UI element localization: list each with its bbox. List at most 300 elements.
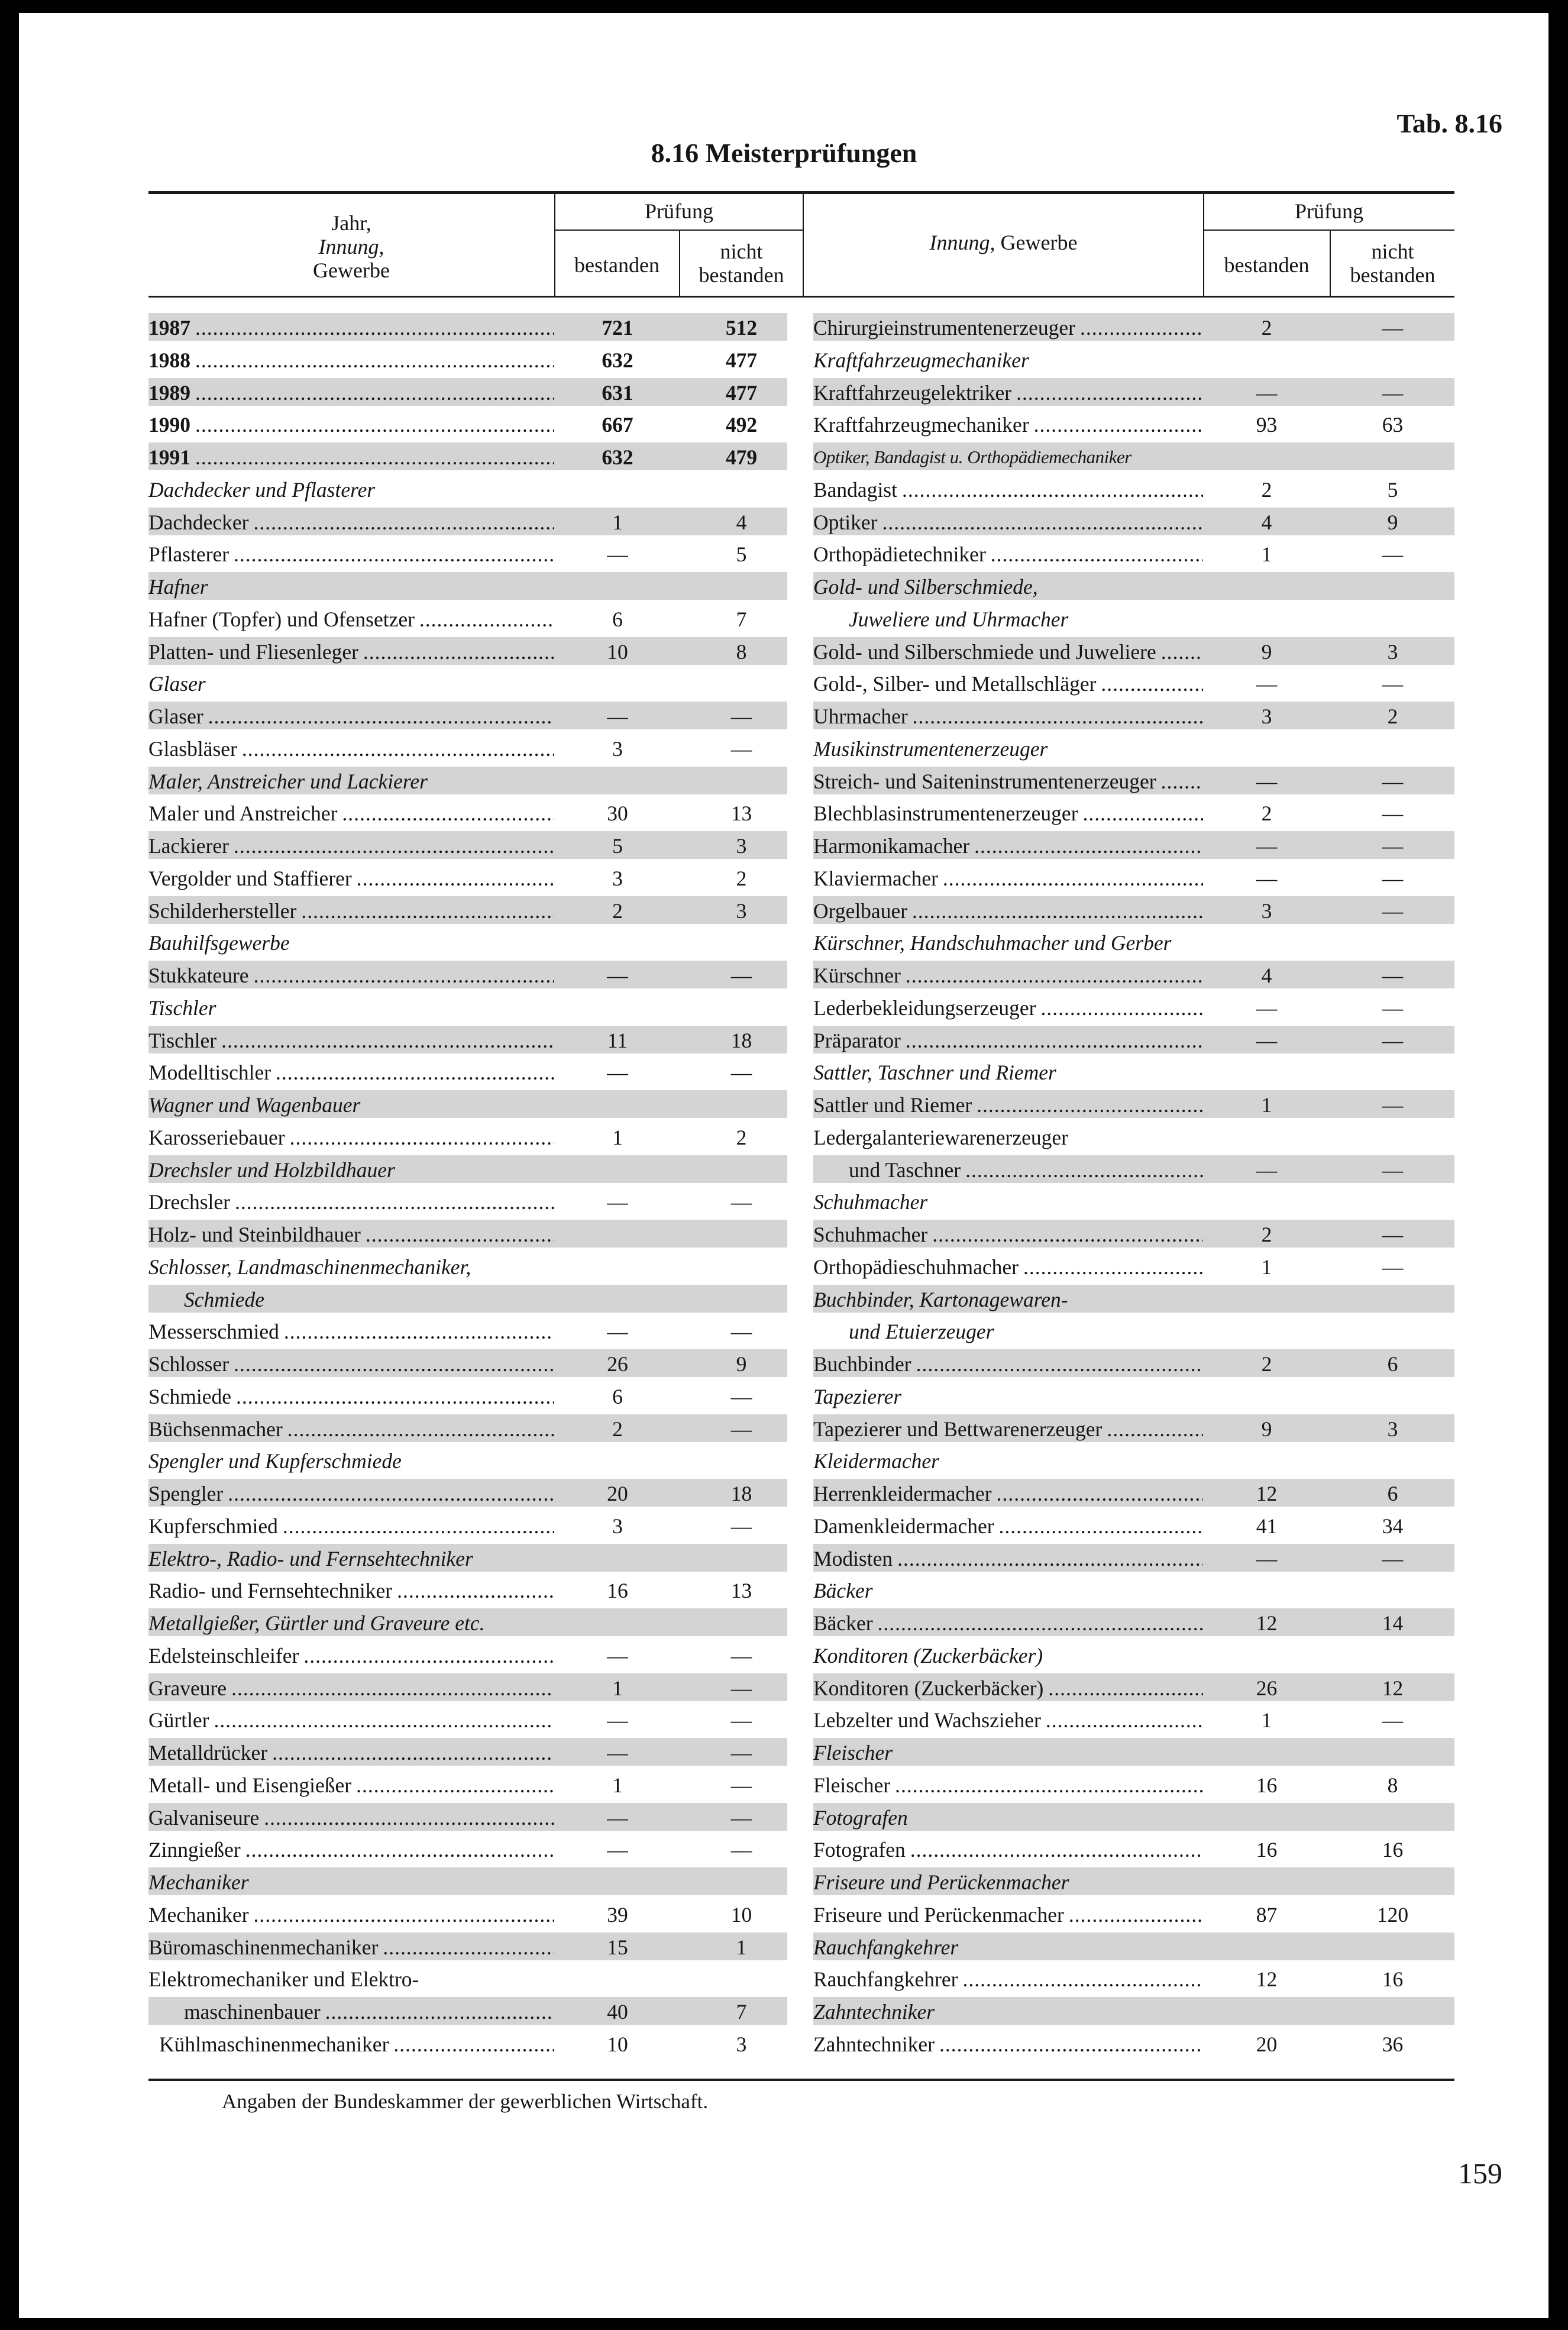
left-nicht-bestanden-value: — [730, 1676, 752, 1700]
left-nicht-bestanden-value: 4 [736, 510, 747, 534]
left-nicht-bestanden-value: 3 [736, 834, 747, 858]
left-nicht-bestanden-value: 2 [736, 866, 747, 890]
right-row-label [813, 1870, 1203, 1894]
left-row-text: 1990 [148, 413, 190, 437]
left-row-text: Dachdecker [148, 510, 249, 534]
left-row-text: Drechsler [148, 1190, 230, 1214]
right-bestanden-value: 9 [1261, 1417, 1272, 1441]
right-bestanden-value: — [1256, 866, 1278, 890]
right-bestanden-value: 2 [1261, 316, 1272, 340]
left-row-text: Radio- und Fernsehtechniker [148, 1579, 393, 1603]
left-bestanden-value: 2 [612, 1417, 623, 1441]
left-row-label [148, 1708, 554, 1732]
left-bestanden-value: 3 [612, 1514, 623, 1538]
left-row-label [159, 2032, 554, 2056]
right-nicht-bestanden-value: — [1382, 834, 1404, 858]
left-row-text: Elektromechaniker und Elektro- [148, 1967, 419, 1992]
right-nicht-bestanden-value: — [1382, 769, 1404, 793]
right-row-leader-dots [977, 1093, 1203, 1117]
left-bestanden-value: 721 [602, 316, 633, 340]
left-row-label [148, 1870, 554, 1894]
right-row-label [813, 445, 1203, 469]
left-row-text: Stukkateure [148, 964, 249, 987]
page-number: 159 [1458, 2157, 1502, 2190]
table-row [148, 699, 1454, 732]
right-row-text: Friseure und Perückenmacher [813, 1870, 1069, 1894]
left-row-text: 1991 [148, 445, 190, 469]
left-row-label [148, 607, 554, 631]
right-bestanden-value: 16 [1256, 1773, 1278, 1797]
header-bestanden-2: bestanden [1350, 263, 1436, 287]
right-row-leader-dots [897, 1547, 1203, 1570]
left-bestanden-value: — [607, 1838, 628, 1862]
right-row-label [813, 834, 1203, 858]
left-row-label [184, 2000, 554, 2024]
left-bestanden-value: 10 [607, 2032, 628, 2056]
right-row-label [813, 705, 1203, 728]
left-row-leader-dots [290, 1126, 554, 1149]
left-nicht-bestanden-value: — [730, 1805, 752, 1830]
right-row-leader-dots [962, 1967, 1203, 1991]
right-row-label [813, 1255, 1203, 1279]
left-row-leader-dots [234, 542, 554, 566]
right-row-leader-dots [902, 478, 1203, 502]
table-top-rule [148, 191, 1454, 194]
header-stub-innung: Innung, [318, 235, 384, 258]
right-row-text: Buchbinder [813, 1352, 911, 1376]
table-row [148, 1703, 1454, 1736]
right-row-text: Orthopädieschuhmacher [813, 1255, 1019, 1279]
left-row-label [148, 510, 554, 534]
right-row-text: Klaviermacher [813, 866, 938, 890]
left-bestanden-value: 3 [612, 866, 623, 890]
right-bestanden-value: 93 [1256, 413, 1278, 437]
right-row-label [813, 1676, 1203, 1700]
left-row-label [148, 1644, 554, 1667]
right-row-leader-dots [1161, 770, 1203, 793]
left-row-text: Vergolder und Staffierer [148, 866, 352, 890]
left-nicht-bestanden-value: — [730, 1061, 752, 1085]
left-row-leader-dots [236, 1385, 554, 1408]
left-row-text: Zinngießer [148, 1838, 241, 1862]
right-row-text: Lebzelter und Wachszieher [813, 1708, 1041, 1733]
right-nicht-bestanden-value: 9 [1387, 510, 1398, 534]
right-bestanden-value: 12 [1256, 1611, 1278, 1635]
left-row-label [148, 1029, 554, 1052]
left-nicht-bestanden-value: — [730, 1384, 752, 1408]
right-row-label [813, 1708, 1203, 1732]
header-bottom-rule [148, 296, 1454, 298]
left-row-text: Tischler [148, 996, 216, 1020]
table-body [148, 311, 1454, 2060]
right-row-label [813, 964, 1203, 987]
right-bestanden-value: 2 [1261, 802, 1272, 826]
table-row [148, 635, 1454, 667]
left-row-text: Schmiede [148, 1384, 231, 1408]
left-bestanden-value: 11 [607, 1028, 628, 1052]
left-nicht-bestanden-value: 2 [736, 1125, 747, 1149]
table-row [148, 1347, 1454, 1379]
table-row [148, 602, 1454, 635]
left-nicht-bestanden-value: 3 [736, 899, 747, 923]
right-row-text: Harmonikamacher [813, 834, 970, 858]
left-row-leader-dots [195, 316, 554, 340]
right-row-label [813, 1579, 1203, 1602]
left-row-label [148, 1773, 554, 1797]
right-nicht-bestanden-value: 3 [1387, 639, 1398, 664]
left-bestanden-value: 16 [607, 1579, 628, 1603]
left-row-leader-dots [419, 607, 554, 631]
right-nicht-bestanden-value: 120 [1376, 1902, 1409, 1927]
table-row [148, 376, 1454, 408]
right-nicht-bestanden-value: — [1382, 1093, 1404, 1117]
left-row-text: Galvaniseure [148, 1805, 260, 1830]
left-bestanden-value: — [607, 964, 628, 987]
right-row-text: Damenkleidermacher [813, 1514, 994, 1538]
left-bestanden-value: 26 [607, 1352, 628, 1376]
table-row [148, 1282, 1454, 1315]
right-row-text: Schuhmacher [813, 1190, 928, 1214]
right-row-label [813, 1806, 1203, 1830]
left-nicht-bestanden-value: 5 [736, 542, 747, 567]
source-note: Angaben der Bundeskammer der gewerblichen Wirtschaft. [222, 2090, 709, 2113]
right-row-leader-dots [974, 834, 1203, 858]
right-row-leader-dots [1016, 381, 1203, 405]
left-nicht-bestanden-value: 512 [725, 316, 758, 340]
left-nicht-bestanden-value: — [730, 1417, 752, 1441]
left-row-text: Modelltischler [148, 1061, 271, 1085]
right-nicht-bestanden-value: — [1382, 996, 1404, 1020]
left-row-label [184, 1288, 554, 1311]
right-row-text: Präparator [813, 1028, 901, 1052]
left-row-text: Metall- und Eisengießer [148, 1773, 352, 1797]
left-row-text: Gürtler [148, 1708, 209, 1733]
right-row-text: Kraftfahrzeugmechaniker [813, 348, 1029, 372]
right-row-leader-dots [916, 1352, 1203, 1376]
right-nicht-bestanden-value: 6 [1387, 1352, 1398, 1376]
left-row-text: Maler, Anstreicher und Lackierer [148, 769, 428, 793]
left-row-text: Hafner [148, 575, 208, 599]
right-bestanden-value: — [1256, 672, 1278, 696]
left-row-text: Glaser [148, 672, 206, 696]
right-row-text: Bäcker [813, 1611, 873, 1635]
left-row-label [148, 737, 554, 761]
right-row-leader-dots [1107, 1417, 1203, 1441]
left-row-label [148, 834, 554, 858]
left-row-text: Schmiede [184, 1287, 265, 1311]
left-row-text: Graveure [148, 1676, 227, 1700]
left-bestanden-value: 20 [607, 1482, 628, 1505]
table-row [148, 2027, 1454, 2060]
right-row-label [813, 348, 1203, 372]
right-row-label [813, 640, 1203, 664]
left-bestanden-value: — [607, 1805, 628, 1830]
right-row-text: Fotografen [813, 1838, 906, 1862]
left-row-leader-dots [221, 1029, 554, 1052]
right-row-label [813, 1385, 1203, 1408]
table-row [148, 1185, 1454, 1217]
left-row-leader-dots [383, 1935, 554, 1959]
left-row-leader-dots [342, 802, 554, 825]
table-row [148, 1023, 1454, 1056]
left-row-label [148, 867, 554, 890]
table-row [148, 1573, 1454, 1606]
right-nicht-bestanden-value: — [1382, 1028, 1404, 1052]
right-bestanden-value: 1 [1261, 1255, 1272, 1279]
left-row-label [148, 1838, 554, 1862]
right-row-label [813, 1935, 1203, 1959]
right-row-label [813, 1190, 1203, 1214]
left-row-leader-dots [303, 1644, 554, 1667]
right-row-text: Buchbinder, Kartonagewaren- [813, 1287, 1068, 1311]
right-row-leader-dots [1046, 1708, 1203, 1732]
table-row [148, 1250, 1454, 1282]
left-bestanden-value: — [607, 705, 628, 728]
right-row-text: Konditoren (Zuckerbäcker) [813, 1643, 1043, 1667]
left-bestanden-value: 5 [612, 834, 623, 858]
left-row-text: Büchsenmacher [148, 1417, 283, 1441]
right-nicht-bestanden-value: 63 [1382, 413, 1404, 437]
right-row-leader-dots [1023, 1255, 1203, 1279]
left-row-leader-dots [366, 1223, 554, 1246]
right-bestanden-value: 2 [1261, 1223, 1272, 1246]
right-row-text: Sattler und Riemer [813, 1093, 972, 1117]
table-row [148, 1542, 1454, 1574]
right-row-leader-dots [999, 1514, 1203, 1538]
table-row [148, 311, 1454, 343]
right-row-label [813, 413, 1203, 437]
header-pruefung-right: Prüfung [1295, 199, 1363, 223]
right-row-label [813, 575, 1203, 599]
left-row-label [148, 381, 554, 405]
right-nicht-bestanden-value: — [1382, 1546, 1404, 1570]
left-row-leader-dots [234, 834, 554, 858]
right-row-leader-dots [906, 1029, 1203, 1052]
right-row-label [849, 1158, 1203, 1182]
right-row-label [813, 1288, 1203, 1311]
left-row-leader-dots [235, 1190, 554, 1214]
right-bestanden-value: — [1256, 1028, 1278, 1052]
left-nicht-bestanden-value: 1 [736, 1935, 747, 1959]
left-row-text: Bauhilfsgewerbe [148, 931, 290, 955]
left-bestanden-value: — [607, 542, 628, 567]
left-row-label [148, 899, 554, 923]
table-row [148, 926, 1454, 958]
left-row-label [148, 1676, 554, 1700]
right-row-text: Fleischer [813, 1741, 893, 1765]
right-row-label [813, 478, 1203, 502]
right-row-text: Sattler, Taschner und Riemer [813, 1061, 1056, 1085]
left-row-label [148, 1255, 554, 1279]
right-row-label [813, 381, 1203, 405]
left-bestanden-value: — [607, 1708, 628, 1733]
right-row-label [813, 1352, 1203, 1376]
left-row-label [148, 348, 554, 372]
left-row-text: Büromaschinenmechaniker [148, 1935, 379, 1959]
right-row-text: Zahntechniker [813, 2032, 935, 2056]
left-row-text: Dachdecker und Pflasterer [148, 477, 376, 502]
table-row [148, 1736, 1454, 1768]
right-row-label [813, 1126, 1203, 1149]
left-row-text: 1989 [148, 380, 190, 405]
left-row-label [148, 640, 554, 664]
table-row [148, 505, 1454, 538]
left-bestanden-value: 632 [602, 348, 633, 372]
right-nicht-bestanden-value: — [1382, 542, 1404, 567]
left-nicht-bestanden-value: — [730, 1838, 752, 1862]
table-row [148, 732, 1454, 764]
right-nicht-bestanden-value: — [1382, 866, 1404, 890]
right-bestanden-value: — [1256, 834, 1278, 858]
right-row-text: Konditoren (Zuckerbäcker) [813, 1676, 1044, 1700]
header-right-stub [804, 231, 1203, 254]
right-row-label [813, 1514, 1203, 1538]
right-bestanden-value: — [1256, 769, 1278, 793]
header-right-gewerbe: Gewerbe [995, 231, 1078, 254]
left-row-text: Spengler [148, 1482, 224, 1505]
left-nicht-bestanden-value: 10 [730, 1902, 752, 1927]
left-bestanden-value: 15 [607, 1935, 628, 1959]
right-row-label [813, 1417, 1203, 1441]
left-nicht-bestanden-value: — [730, 705, 752, 728]
table-row [148, 570, 1454, 602]
left-row-label [148, 1514, 554, 1538]
left-nicht-bestanden-value: 7 [736, 2000, 747, 2024]
left-bestanden-value: — [607, 1643, 628, 1667]
table-row [148, 1865, 1454, 1898]
left-row-leader-dots [393, 2032, 554, 2056]
left-row-leader-dots [195, 348, 554, 372]
left-row-text: Wagner und Wagenbauer [148, 1093, 361, 1117]
right-bestanden-value: 1 [1261, 1093, 1272, 1117]
left-bestanden-value: — [607, 1320, 628, 1344]
left-row-label [148, 542, 554, 566]
header-left-stub [148, 211, 554, 282]
left-bestanden-value: 1 [612, 1773, 623, 1797]
left-bestanden-value: 632 [602, 445, 633, 469]
right-row-label [813, 1029, 1203, 1052]
right-row-label [813, 1644, 1203, 1667]
left-nicht-bestanden-value: 13 [730, 802, 752, 826]
header-nicht: nicht [720, 240, 763, 263]
header-nicht-bestanden-left [680, 240, 803, 287]
pruefung-rule-right [1204, 230, 1454, 231]
table-row [148, 1639, 1454, 1671]
right-bestanden-value: 4 [1261, 964, 1272, 987]
left-bestanden-value: — [607, 1741, 628, 1765]
right-nicht-bestanden-value: 34 [1382, 1514, 1404, 1538]
right-row-label [813, 1547, 1203, 1570]
table-row [148, 1995, 1454, 2027]
table-row [148, 1606, 1454, 1639]
right-row-text: Bäcker [813, 1579, 873, 1603]
left-row-leader-dots [254, 510, 555, 534]
left-row-text: Holz- und Steinbildhauer [148, 1223, 361, 1246]
left-row-leader-dots [325, 2000, 554, 2024]
left-row-leader-dots [195, 381, 554, 405]
table-bottom-rule [148, 2079, 1454, 2081]
pruefung-rule-left [555, 230, 803, 231]
right-nicht-bestanden-value: 8 [1387, 1773, 1398, 1797]
left-nicht-bestanden-value: 18 [730, 1482, 752, 1505]
left-row-label [148, 1385, 554, 1408]
right-row-leader-dots [991, 542, 1203, 566]
table-row [148, 1314, 1454, 1347]
right-row-text: Kürschner, Handschuhmacher und Gerber [813, 931, 1172, 955]
left-row-text: Lackierer [148, 834, 229, 858]
left-row-leader-dots [284, 1320, 554, 1343]
left-row-label [148, 1611, 554, 1635]
right-nicht-bestanden-value: 14 [1382, 1611, 1404, 1635]
right-nicht-bestanden-value: 36 [1382, 2032, 1404, 2056]
right-bestanden-value: 20 [1256, 2032, 1278, 2056]
table-row [148, 1833, 1454, 1865]
right-row-text: Tapezierer [813, 1384, 902, 1408]
left-row-text: Platten- und Fliesenleger [148, 639, 358, 664]
left-row-text: maschinenbauer [184, 2000, 321, 2024]
header-bestanden-2: bestanden [699, 263, 784, 287]
table-row [148, 473, 1454, 505]
table-row [148, 1509, 1454, 1542]
table-row [148, 408, 1454, 440]
left-row-text: Mechaniker [148, 1870, 249, 1894]
left-nicht-bestanden-value: 13 [730, 1579, 752, 1603]
right-bestanden-value: 3 [1261, 899, 1272, 923]
header-bestanden-right: bestanden [1224, 253, 1310, 277]
left-bestanden-value: 6 [612, 607, 623, 631]
left-row-label [148, 1417, 554, 1441]
right-row-text: Tapezierer und Bettwarenerzeuger [813, 1417, 1103, 1441]
table-row [148, 796, 1454, 829]
left-bestanden-value: 30 [607, 802, 628, 826]
left-row-label [148, 1903, 554, 1927]
left-bestanden-value: — [607, 1190, 628, 1214]
table-row [148, 1801, 1454, 1833]
left-row-leader-dots [228, 1482, 554, 1505]
left-row-label [148, 770, 554, 793]
left-row-text: Schilderhersteller [148, 899, 297, 923]
left-row-text: Glaser [148, 705, 203, 728]
right-row-text: Orgelbauer [813, 899, 908, 923]
right-row-text: Optiker, Bandagist u. Orthopädiemechaniker [813, 447, 1131, 467]
right-row-leader-dots [910, 1838, 1203, 1862]
right-row-leader-dots [997, 1482, 1203, 1505]
right-row-leader-dots [1101, 672, 1203, 696]
right-row-leader-dots [913, 705, 1203, 728]
left-row-text: Metallgießer, Gürtler und Graveure etc. [148, 1611, 485, 1635]
right-row-text: Kürschner [813, 964, 901, 987]
left-row-text: Spengler und Kupferschmiede [148, 1449, 402, 1473]
right-row-text: Schuhmacher [813, 1223, 928, 1246]
right-row-text: Bandagist [813, 477, 897, 502]
right-row-leader-dots [1048, 1676, 1203, 1700]
right-row-text: Orthopädietechniker [813, 542, 986, 567]
left-nicht-bestanden-value: 3 [736, 2032, 747, 2056]
left-row-leader-dots [363, 640, 554, 664]
left-row-label [148, 1320, 554, 1343]
left-nicht-bestanden-value: 18 [730, 1028, 752, 1052]
right-nicht-bestanden-value: 2 [1387, 705, 1398, 728]
right-nicht-bestanden-value: 5 [1387, 477, 1398, 502]
left-nicht-bestanden-value: — [730, 1741, 752, 1765]
right-row-leader-dots [1080, 316, 1203, 340]
table-row [148, 1379, 1454, 1412]
left-nicht-bestanden-value: — [730, 1643, 752, 1667]
page-title: 8.16 Meisterprüfungen [651, 138, 917, 168]
left-row-leader-dots [276, 1061, 554, 1084]
right-nicht-bestanden-value: 6 [1387, 1482, 1398, 1505]
right-bestanden-value: 12 [1256, 1482, 1278, 1505]
